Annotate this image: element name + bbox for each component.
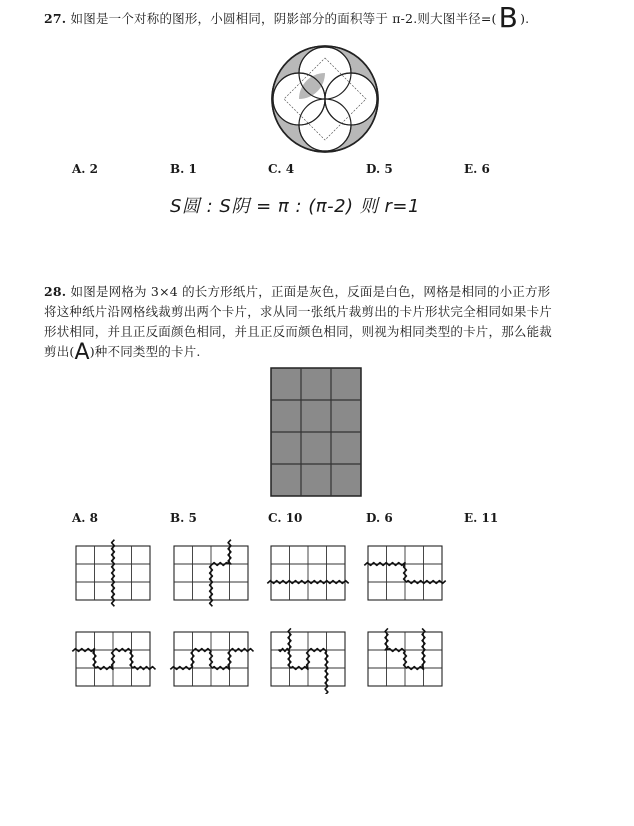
cut-sketch-2 <box>167 538 255 608</box>
cut-sketch-3 <box>264 538 352 608</box>
q27-choice-c: C. 4 <box>268 162 295 176</box>
q27-choice-d: D. 5 <box>366 162 393 176</box>
cut-sketch-8 <box>361 624 449 694</box>
q27-choice-a: A. 2 <box>72 162 99 176</box>
q27-close: ). <box>520 11 530 26</box>
cut-sketch-1 <box>69 538 157 608</box>
q27-choice-b: B. 1 <box>170 162 197 176</box>
handwritten-cut-line <box>170 649 253 670</box>
cut-sketch-7 <box>264 624 352 694</box>
q28-line-2: 将这种纸片沿网格线裁剪出两个卡片，求从同一张纸片裁剪出的卡片形状完全相同如果卡片 <box>44 304 553 319</box>
q27-answer: B <box>498 1 519 34</box>
handwritten-cut-line <box>210 540 231 607</box>
q28-figure <box>270 367 362 497</box>
q28-number: 28. <box>44 284 67 299</box>
q28-choice-e: E. 11 <box>464 511 499 525</box>
q27-handwritten-work: S圆 : S阴 = π : (π-2) 则 r=1 <box>170 196 420 217</box>
q27-stem <box>44 1 604 34</box>
q28-stem <box>44 282 614 363</box>
cut-sketch-5 <box>69 624 157 694</box>
q28-choice-d: D. 6 <box>366 511 393 525</box>
handwritten-cut-line <box>72 649 155 670</box>
q27-number: 27. <box>44 11 67 26</box>
q28-line-1: 28. 如图是网格为 3×4 的长方形纸片，正面是灰色，反面是白色，网格是相同的小正方形 <box>44 284 551 299</box>
cut-sketch-6 <box>167 624 255 694</box>
q27-figure <box>255 42 395 157</box>
q28-line-4: 剪出(A)种不同类型的卡片. <box>44 340 201 365</box>
q28-answer: A <box>74 340 90 365</box>
q28-choice-c: C. 10 <box>268 511 303 525</box>
q27-text: 如图是一个对称的图形，小圆相同，阴影部分的面积等于 π-2.则大图半径=( <box>70 11 497 26</box>
q28-choice-b: B. 5 <box>170 511 197 525</box>
handwritten-cut-line <box>279 628 328 694</box>
cut-sketch-4 <box>361 538 449 608</box>
q27-choice-e: E. 6 <box>464 162 490 176</box>
q28-choice-a: A. 8 <box>72 511 99 525</box>
q28-line-3: 形状相同，并且正反面颜色相同，并且正反而颜色相同，则视为相同类型的卡片，那么能裁 <box>44 324 553 339</box>
